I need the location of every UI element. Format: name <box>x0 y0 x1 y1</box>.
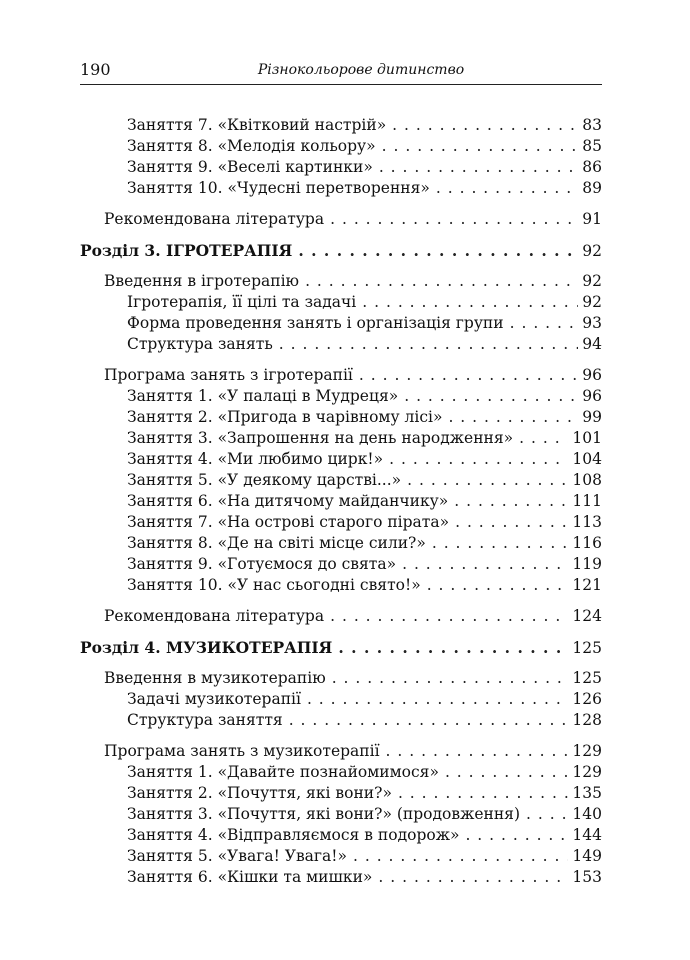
toc-entry <box>80 689 602 710</box>
toc-entry <box>80 178 602 199</box>
toc-entry-title: Розділ 4. МУЗИКОТЕРАПІЯ <box>80 638 333 657</box>
dot-leader <box>289 710 569 731</box>
toc-entry-page: 92 <box>582 272 602 290</box>
toc-entry-title: Форма проведення занять і організація групи <box>127 314 504 332</box>
dot-leader <box>359 365 578 386</box>
toc-entry-page: 128 <box>572 711 602 729</box>
dot-leader <box>298 240 578 261</box>
toc-entry <box>80 470 602 491</box>
dot-leader <box>526 804 568 825</box>
dot-leader <box>454 491 568 512</box>
toc-entry-page: 93 <box>582 314 602 332</box>
toc-entry-page: 135 <box>572 784 602 802</box>
toc-entry-page: 140 <box>572 805 602 823</box>
toc-entry <box>80 449 602 470</box>
toc-entry-page: 99 <box>582 408 602 426</box>
toc-entry-page: 129 <box>572 742 602 760</box>
dot-leader <box>445 762 568 783</box>
toc-entry-page: 104 <box>572 450 602 468</box>
toc-entry-page: 96 <box>582 387 602 405</box>
toc-entry <box>80 115 602 136</box>
dot-leader <box>519 428 568 449</box>
toc-entry-page: 85 <box>582 137 602 155</box>
toc-entry-page: 119 <box>572 555 602 573</box>
toc-entry-page: 125 <box>572 639 602 657</box>
toc-entry-title: Програма занять з музикотерапії <box>104 742 380 760</box>
toc-entry-title: Ігротерапія, її цілі та задачі <box>127 293 357 311</box>
toc-entry-title: Заняття 7. «Квітковий настрій» <box>127 116 387 134</box>
toc-entry <box>80 825 602 846</box>
toc-entry <box>80 386 602 407</box>
dot-leader <box>332 668 569 689</box>
dot-leader <box>398 783 568 804</box>
toc-entry <box>80 271 602 292</box>
toc-entry <box>80 804 602 825</box>
dot-leader <box>432 533 569 554</box>
toc-entry-page: 86 <box>582 158 602 176</box>
toc-entry-page: 125 <box>572 669 602 687</box>
dot-leader <box>389 449 568 470</box>
toc-entry-page: 96 <box>582 366 602 384</box>
toc-entry-page: 153 <box>572 868 602 886</box>
toc-entry-title: Заняття 4. «Відправляємося в подорож» <box>127 826 460 844</box>
page-header <box>80 60 602 85</box>
toc-entry-page: 149 <box>572 847 602 865</box>
toc-entry-page: 92 <box>582 242 602 260</box>
toc-entry-title: Заняття 9. «Веселі картинки» <box>127 158 373 176</box>
toc-entry-page: 92 <box>582 293 602 311</box>
toc-entry <box>80 428 602 449</box>
dot-leader <box>382 136 578 157</box>
toc-entry-title: Введення в ігротерапію <box>104 272 300 290</box>
toc-entry-page: 116 <box>572 534 602 552</box>
dot-leader <box>436 178 578 199</box>
toc-entry-title: Заняття 3. «Почуття, які вони?» (продовження) <box>127 805 521 823</box>
toc-entry-page: 83 <box>582 116 602 134</box>
toc-entry-title: Заняття 2. «Пригода в чарівному лісі» <box>127 408 443 426</box>
dot-leader <box>404 386 578 407</box>
toc-entry <box>80 365 602 386</box>
page-number: 190 <box>80 60 111 79</box>
dot-leader <box>307 689 568 710</box>
toc-entry <box>80 575 602 596</box>
toc-entry-title: Структура занять <box>127 335 273 353</box>
toc-entry-title: Введення в музикотерапію <box>104 669 326 687</box>
toc-entry <box>80 407 602 428</box>
toc-entry <box>80 783 602 804</box>
toc-entry-page: 111 <box>572 492 602 510</box>
toc-entry-page: 129 <box>572 763 602 781</box>
toc-entry-title: Заняття 1. «Давайте познайомимося» <box>127 763 439 781</box>
toc-entry <box>80 846 602 867</box>
dot-leader <box>407 470 568 491</box>
toc-entry-title: Заняття 5. «Увага! Увага!» <box>127 847 347 865</box>
toc-chapter-entry <box>80 240 602 261</box>
toc-entry <box>80 491 602 512</box>
toc-entry <box>80 867 602 888</box>
dot-leader <box>338 637 568 658</box>
dot-leader <box>392 115 578 136</box>
toc-entry-title: Заняття 3. «Запрошення на день народження» <box>127 429 514 447</box>
toc-entry-page: 124 <box>572 607 602 625</box>
toc-entry-page: 108 <box>572 471 602 489</box>
dot-leader <box>330 606 568 627</box>
toc-entry <box>80 741 602 762</box>
dot-leader <box>378 867 568 888</box>
toc-entry-title: Рекомендована література <box>104 210 325 228</box>
toc-entry-page: 94 <box>582 335 602 353</box>
toc-entry-page: 89 <box>582 179 602 197</box>
toc-entry-title: Заняття 9. «Готуємося до свята» <box>127 555 397 573</box>
toc-entry-title: Заняття 8. «Де на світі місце сили?» <box>127 534 426 552</box>
toc-entry-title: Заняття 1. «У палаці в Мудреця» <box>127 387 399 405</box>
toc-entry <box>80 533 602 554</box>
toc-chapter-entry <box>80 637 602 658</box>
toc-entry-title: Заняття 2. «Почуття, які вони?» <box>127 784 392 802</box>
toc-entry <box>80 136 602 157</box>
dot-leader <box>362 292 578 313</box>
toc-entry-title: Заняття 4. «Ми любимо цирк!» <box>127 450 384 468</box>
toc-entry-title: Задачі музикотерапії <box>127 690 301 708</box>
dot-leader <box>386 741 569 762</box>
toc-entry-page: 121 <box>572 576 602 594</box>
dot-leader <box>427 575 569 596</box>
toc-entry <box>80 554 602 575</box>
dot-leader <box>330 209 578 230</box>
toc-entry <box>80 292 602 313</box>
toc-entry-title: Заняття 6. «На дитячому майданчику» <box>127 492 449 510</box>
dot-leader <box>455 512 568 533</box>
dot-leader <box>379 157 578 178</box>
toc-entry <box>80 606 602 627</box>
toc-entry-title: Заняття 10. «У нас сьогодні свято!» <box>127 576 421 594</box>
toc-entry-title: Розділ 3. ІГРОТЕРАПІЯ <box>80 241 293 260</box>
toc-entry <box>80 668 602 689</box>
dot-leader <box>279 334 578 355</box>
dot-leader <box>353 846 568 867</box>
toc-entry-title: Заняття 8. «Мелодія кольору» <box>127 137 376 155</box>
toc-entry <box>80 157 602 178</box>
toc-entry <box>80 334 602 355</box>
toc-entry-title: Рекомендована література <box>104 607 325 625</box>
toc-entry-title: Заняття 10. «Чудесні перетворення» <box>127 179 430 197</box>
toc-entry-title: Програма занять з ігротерапії <box>104 366 353 384</box>
dot-leader <box>448 407 578 428</box>
toc-entry-title: Структура заняття <box>127 711 283 729</box>
dot-leader <box>510 313 578 334</box>
toc-entry <box>80 512 602 533</box>
toc-entry-page: 113 <box>572 513 602 531</box>
dot-leader <box>465 825 568 846</box>
toc-entry <box>80 313 602 334</box>
toc-entry-page: 91 <box>582 210 602 228</box>
toc-entry <box>80 710 602 731</box>
toc-entry-title: Заняття 7. «На острові старого пірата» <box>127 513 450 531</box>
toc-entry-title: Заняття 5. «У деякому царстві...» <box>127 471 402 489</box>
table-of-contents <box>80 115 602 888</box>
toc-entry-page: 101 <box>572 429 602 447</box>
toc-entry-page: 144 <box>572 826 602 844</box>
toc-entry <box>80 762 602 783</box>
toc-entry-title: Заняття 6. «Кішки та мишки» <box>127 868 373 886</box>
dot-leader <box>305 271 578 292</box>
toc-entry <box>80 209 602 230</box>
running-title: Різнокольорове дитинство <box>257 62 465 78</box>
dot-leader <box>402 554 568 575</box>
toc-entry-page: 126 <box>572 690 602 708</box>
